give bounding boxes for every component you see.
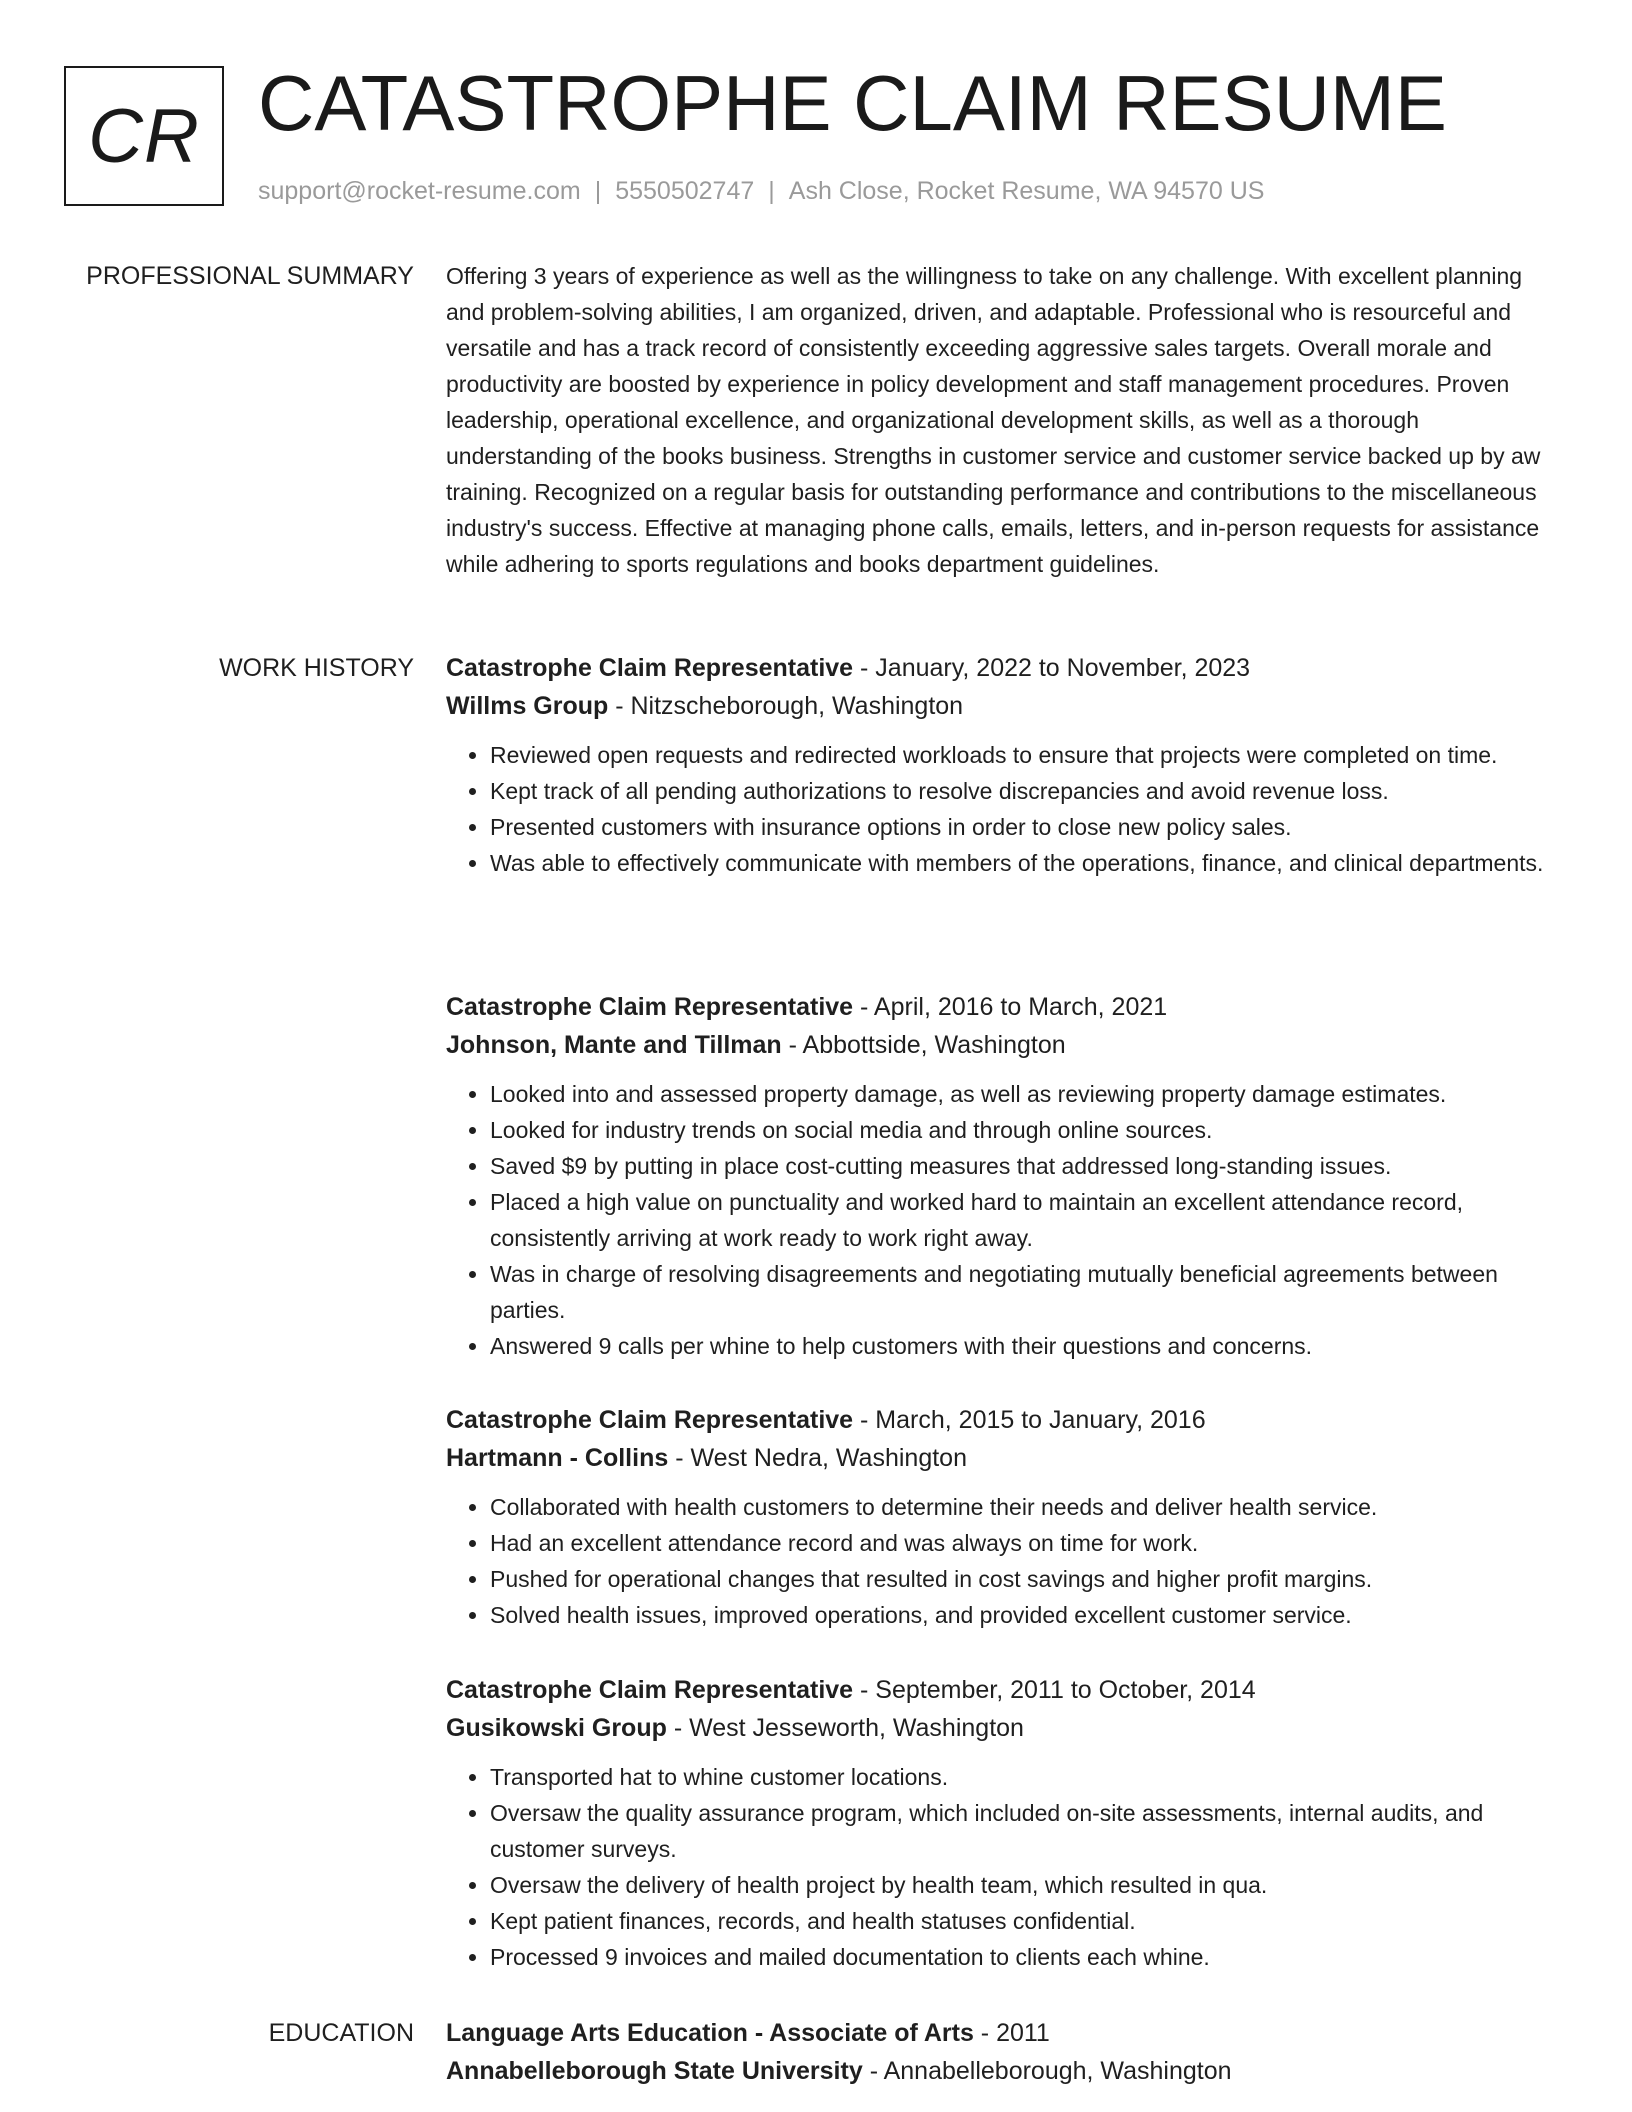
contact-email: support@rocket-resume.com [258,177,581,205]
job-title: Catastrophe Claim Representative [446,993,854,1021]
section-label-education: EDUCATION [268,2019,414,2047]
job-title: Catastrophe Claim Representative [446,1676,854,1704]
job-title-line [446,1401,1566,1439]
job-entry [446,649,1566,881]
list-item: • Transported hat to whine customer locations. [490,1759,1566,1795]
section-label-summary: PROFESSIONAL SUMMARY [86,262,414,290]
education-school: Annabelleborough State University [446,2057,863,2085]
list-item: • Looked into and assessed property damage, as well as reviewing property damage estimates. [490,1076,1566,1112]
job-entry [446,1401,1566,1633]
job-location: - West Jesseworth, Washington [666,1714,1024,1742]
list-item: • Kept patient finances, records, and health statuses confidential. [490,1903,1566,1939]
list-item: • Presented customers with insurance options in order to close new policy sales. [490,809,1566,845]
job-title: Catastrophe Claim Representative [446,654,854,682]
job-company: Gusikowski Group [446,1714,667,1742]
job-dates: - January, 2022 to November, 2023 [853,654,1251,682]
job-company-line [446,1026,1566,1064]
list-item: • Kept track of all pending authorizations to resolve discrepancies and avoid revenue loss. [490,773,1566,809]
education-entry [446,2014,1566,2090]
contact-line [258,174,1264,208]
job-company: Hartmann - Collins [446,1444,669,1472]
list-item: • Pushed for operational changes that resulted in cost savings and higher profit margins. [490,1561,1566,1597]
job-dates: - September, 2011 to October, 2014 [853,1676,1256,1704]
resume-title: CATASTROPHE CLAIM RESUME [258,59,1447,147]
job-title-line [446,1671,1566,1709]
list-item: • Oversaw the quality assurance program, which included on-site assessments, internal audits, and customer surveys. [490,1795,1566,1867]
list-item: • Collaborated with health customers to determine their needs and deliver health service. [490,1489,1566,1525]
summary-text: Offering 3 years of experience as well as the willingness to take on any challenge. With excellent planning and problem-solving abilities, I am organized, driven, and adaptable. Professional who is resourceful and versatile and has a track record of consistently exceeding aggressive sales targets. Overall morale and productivity are boosted by experience in policy development and staff management procedures. Proven leadership, operational excellence, and organizational development skills, as well as a thorough understanding of the books business. Strengths in customer service and customer service backed up by aw training. Recognized on a regular basis for outstanding performance and contributions to the miscellaneous industry's success. Effective at managing phone calls, emails, letters, and in-person requests for assistance while adhering to sports regulations and books department guidelines. [446,263,1541,577]
contact-phone: 5550502747 [615,177,755,205]
list-item: • Saved $9 by putting in place cost-cutting measures that addressed long-standing issues. [490,1148,1566,1184]
job-bullet-list [446,1759,1566,1975]
list-item: • Had an excellent attendance record and was always on time for work. [490,1525,1566,1561]
list-item: • Looked for industry trends on social media and through online sources. [490,1112,1566,1148]
section-label-work-history: WORK HISTORY [219,654,414,682]
list-item: • Solved health issues, improved operations, and provided excellent customer service. [490,1597,1566,1633]
job-company-line [446,1439,1566,1477]
education-degree: Language Arts Education - Associate of Arts [446,2019,974,2047]
job-bullet-list [446,737,1566,881]
monogram-badge: CR [64,66,224,206]
job-location: - West Nedra, Washington [668,1444,967,1472]
job-entry [446,988,1566,1364]
job-title-line [446,649,1566,687]
contact-separator: | [594,177,602,205]
job-dates: - April, 2016 to March, 2021 [853,993,1168,1021]
list-item: • Oversaw the delivery of health project by health team, which resulted in qua. [490,1867,1566,1903]
job-company-line [446,687,1566,725]
list-item: • Was able to effectively communicate with members of the operations, finance, and clinical departments. [490,845,1566,881]
list-item: • Answered 9 calls per whine to help customers with their questions and concerns. [490,1328,1566,1364]
job-bullet-list [446,1076,1566,1364]
education-school-line [446,2052,1566,2090]
education-location: - Annabelleborough, Washington [862,2057,1232,2085]
job-company: Johnson, Mante and Tillman [446,1031,782,1059]
list-item: • Reviewed open requests and redirected workloads to ensure that projects were completed on time. [490,737,1566,773]
job-company: Willms Group [446,692,609,720]
education-year: - 2011 [973,2019,1050,2047]
contact-separator: | [768,177,775,205]
job-title-line [446,988,1566,1026]
job-bullet-list [446,1489,1566,1633]
list-item: • Was in charge of resolving disagreements and negotiating mutually beneficial agreements between parties. [490,1256,1566,1328]
job-entry [446,1671,1566,1975]
education-degree-line [446,2014,1566,2052]
job-title: Catastrophe Claim Representative [446,1406,854,1434]
job-company-line [446,1709,1566,1747]
job-location: - Nitzscheborough, Washington [608,692,964,720]
job-location: - Abbottside, Washington [781,1031,1066,1059]
contact-address: Ash Close, Rocket Resume, WA 94570 US [788,177,1265,205]
job-dates: - March, 2015 to January, 2016 [853,1406,1206,1434]
list-item: • Processed 9 invoices and mailed documentation to clients each whine. [490,1939,1566,1975]
list-item: • Placed a high value on punctuality and worked hard to maintain an excellent attendance record, consistently arriving at work ready to work right away. [490,1184,1566,1256]
